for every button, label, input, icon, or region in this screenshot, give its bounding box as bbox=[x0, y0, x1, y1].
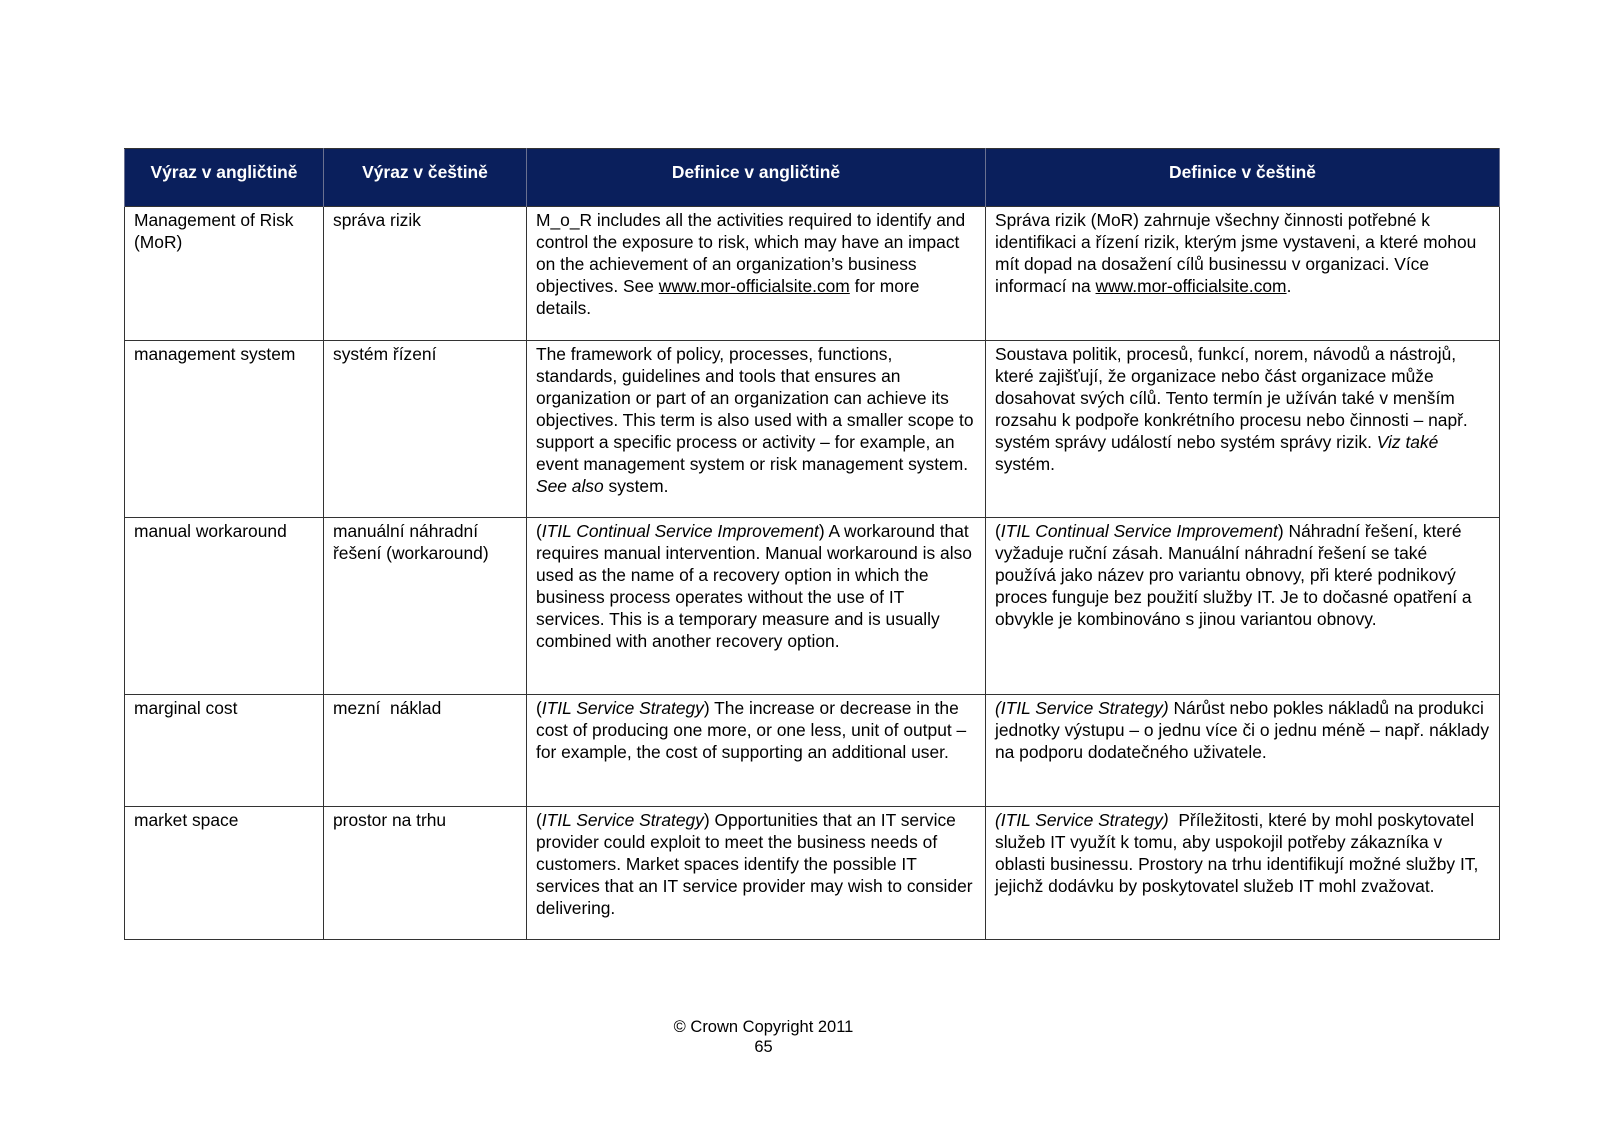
czech-term-cell: prostor na trhu bbox=[324, 807, 527, 940]
paren-close: ) bbox=[818, 521, 825, 541]
website-link[interactable]: www.mor-officialsite.com bbox=[658, 276, 850, 296]
definition-text: The framework of policy, processes, functions, standards, guidelines and tools that ensures an organization or part of an organization can achieve its objectives. This term is also used with a smaller scope to support a specific process or activity – for example, an event management system or risk management system. bbox=[536, 344, 974, 474]
paren-open: ( bbox=[995, 521, 1001, 541]
table-row bbox=[125, 518, 1500, 695]
definition-text: Nárůst nebo pokles nákladů na produkci jednotky výstupu – o jednu více či o jednu méně – např. náklady na podporu dodatečného uživatele. bbox=[995, 698, 1490, 762]
source-publication: ITIL Continual Service Improvement bbox=[541, 521, 819, 541]
czech-definition-cell bbox=[986, 518, 1500, 695]
english-term-cell: Management of Risk (MoR) bbox=[125, 207, 324, 341]
definition-text: M_o_R includes all the activities required to identify and control the exposure to risk, which may have an impact on the achievement of an organization’s business objectives. See bbox=[536, 210, 966, 296]
english-term-cell: marginal cost bbox=[125, 695, 324, 807]
header-czech-term: Výraz v češtině bbox=[324, 149, 527, 207]
english-term-cell: manual workaround bbox=[125, 518, 324, 695]
definition-text-end: systém. bbox=[995, 454, 1055, 474]
english-term-cell: market space bbox=[125, 807, 324, 940]
table-row bbox=[125, 207, 1500, 341]
source-publication: ITIL Continual Service Improvement bbox=[1000, 521, 1278, 541]
czech-term-cell: manuální náhradní řešení (workaround) bbox=[324, 518, 527, 695]
definition-text: Příležitosti, které by mohl poskytovatel služeb IT využít k tomu, aby uspokojil potřeby zákazníka v oblasti businessu. Prostory na trhu identifikují možné služby IT, jejichž dodávku by poskytovatel služeb IT mohl zvažovat. bbox=[995, 810, 1484, 896]
english-definition-cell bbox=[527, 807, 986, 940]
source-publication: (ITIL Service Strategy) bbox=[995, 698, 1169, 718]
czech-term-cell: systém řízení bbox=[324, 341, 527, 518]
definition-text: A workaround that requires manual intervention. Manual workaround is also used as the name of a recovery option in which the business process operates without the use of IT services. This is a temporary measure and is usually combined with another recovery option. bbox=[536, 521, 972, 651]
czech-definition-cell bbox=[986, 207, 1500, 341]
english-term-cell: management system bbox=[125, 341, 324, 518]
english-definition-cell bbox=[527, 207, 986, 341]
see-also-label: See also bbox=[536, 476, 604, 496]
english-definition-cell bbox=[527, 695, 986, 807]
czech-term-cell: správa rizik bbox=[324, 207, 527, 341]
definition-text-end: system. bbox=[603, 476, 669, 496]
header-english-term: Výraz v angličtině bbox=[125, 149, 324, 207]
paren-open: ( bbox=[536, 698, 542, 718]
header-english-definition: Definice v angličtině bbox=[527, 149, 986, 207]
glossary-table bbox=[124, 148, 1500, 940]
definition-text: Soustava politik, procesů, funkcí, norem, návodů a nástrojů, které zajišťují, že organizace nebo část organizace může dosahovat svých cílů. Tento termín je užíván také v menším rozsahu k podpoře konkrétního procesu nebo činnosti – např. systém správy událostí nebo systém správy rizik. bbox=[995, 344, 1468, 452]
source-publication: ITIL Service Strategy bbox=[541, 698, 704, 718]
czech-term-cell: mezní náklad bbox=[324, 695, 527, 807]
paren-open: ( bbox=[536, 810, 542, 830]
see-also-label: Viz také bbox=[1376, 432, 1439, 452]
header-row bbox=[125, 149, 1500, 207]
czech-definition-cell bbox=[986, 695, 1500, 807]
website-link[interactable]: www.mor-officialsite.com bbox=[1095, 276, 1287, 296]
paren-open: ( bbox=[536, 521, 542, 541]
source-publication: ITIL Service Strategy bbox=[541, 810, 704, 830]
english-definition-cell bbox=[527, 518, 986, 695]
header-czech-definition: Definice v češtině bbox=[986, 149, 1500, 207]
definition-text-end: for more details. bbox=[536, 276, 920, 318]
czech-definition-cell bbox=[986, 341, 1500, 518]
definition-text-end: . bbox=[1286, 276, 1292, 296]
table-header bbox=[125, 149, 1500, 207]
table-row bbox=[125, 807, 1500, 940]
table-row bbox=[125, 695, 1500, 807]
definition-text: Náhradní řešení, které vyžaduje ruční zásah. Manuální náhradní řešení se také používá jako název pro variantu obnovy, při které podnikový proces funguje bez použití služby IT. Je to dočasné opatření a obvykle je kombinováno s jinou variantou obnovy. bbox=[995, 521, 1472, 629]
source-publication: (ITIL Service Strategy) bbox=[995, 810, 1169, 830]
table-row bbox=[125, 341, 1500, 518]
table-body bbox=[125, 207, 1500, 940]
definition-text: Správa rizik (MoR) zahrnuje všechny činnosti potřebné k identifikaci a řízení rizik, kterým jsme vystaveni, a které mohou mít dopad na dosažení cílů businessu v organizaci. Více informací na bbox=[995, 210, 1477, 296]
copyright-notice: © Crown Copyright 2011 bbox=[673, 1018, 854, 1036]
definition-text: Opportunities that an IT service provider could exploit to meet the business needs of customers. Market spaces identify the possible IT services that an IT service provider may wish to consider delivering. bbox=[536, 810, 973, 918]
page-number: 65 bbox=[754, 1038, 773, 1056]
paren-close: ) bbox=[703, 698, 710, 718]
czech-definition-cell bbox=[986, 807, 1500, 940]
english-definition-cell bbox=[527, 341, 986, 518]
paren-close: ) bbox=[1277, 521, 1284, 541]
paren-close: ) bbox=[703, 810, 710, 830]
definition-text: The increase or decrease in the cost of producing one more, or one less, unit of output – for example, the cost of supporting an additional user. bbox=[536, 698, 967, 762]
